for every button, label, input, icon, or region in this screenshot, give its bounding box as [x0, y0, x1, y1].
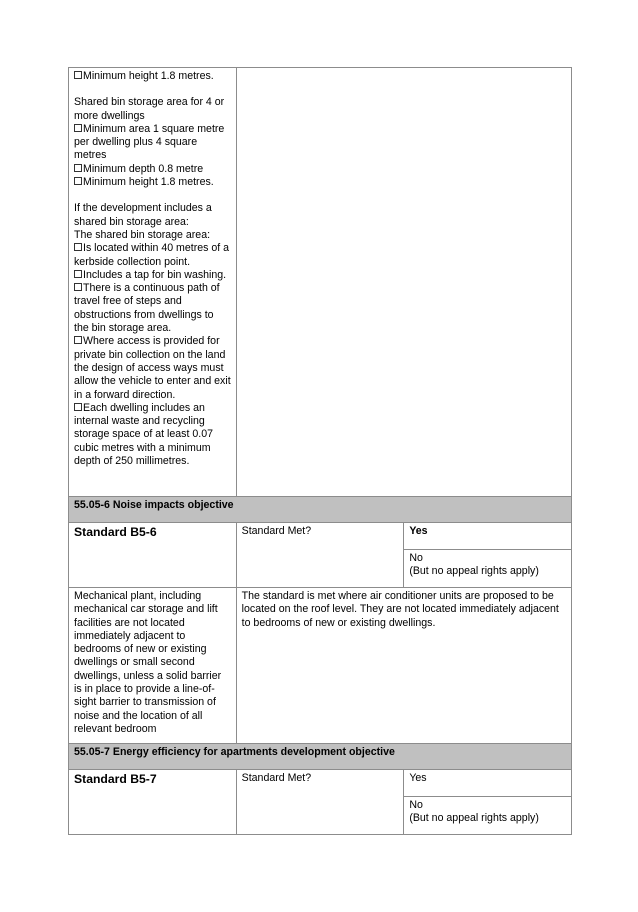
section-header-row — [69, 744, 572, 770]
requirement-item: Minimum depth 0.8 metre — [74, 163, 231, 176]
assessment-table-page — [68, 67, 572, 835]
option-yes[interactable]: Yes — [404, 523, 572, 550]
option-no-note: (But no appeal rights apply) — [409, 565, 539, 578]
requirement-item: Minimum height 1.8 metres. — [74, 176, 231, 189]
checkbox-icon[interactable] — [74, 243, 82, 251]
standard-row — [69, 523, 572, 550]
checkbox-icon[interactable] — [74, 71, 82, 79]
standard-title: Standard B5-7 — [69, 770, 237, 835]
option-no[interactable] — [404, 797, 572, 835]
option-no-note: (But no appeal rights apply) — [409, 812, 539, 825]
option-no-label: No — [409, 799, 423, 811]
checkbox-icon[interactable] — [74, 336, 82, 344]
requirement-item: Includes a tap for bin washing. — [74, 269, 231, 282]
checkbox-icon[interactable] — [74, 283, 82, 291]
standard-met-label: Standard Met? — [236, 523, 404, 588]
standard-title: Standard B5-6 — [69, 523, 237, 588]
table-row-bin-storage-continued — [69, 68, 572, 497]
if-subheading: The shared bin storage area: — [74, 228, 211, 241]
section-header-row — [69, 497, 572, 523]
checkbox-icon[interactable] — [74, 124, 82, 132]
requirement-item: Minimum height 1.8 metres. — [74, 70, 231, 83]
requirement-item: Each dwelling includes an internal waste and recycling storage space of at least 0.07 cubic metres with a minimum depth of 250 millimetres. — [74, 401, 213, 468]
checkbox-icon[interactable] — [74, 270, 82, 278]
assessment-table — [68, 67, 572, 835]
assessment-cell-empty — [236, 68, 571, 497]
shared-heading: Shared bin storage area for 4 or more dwellings — [74, 96, 225, 122]
checkbox-icon[interactable] — [74, 403, 82, 411]
section-heading: 55.05-7 Energy efficiency for apartments development objective — [69, 744, 572, 770]
requirement-text: Mechanical plant, including mechanical car storage and lift facilities are not located immediately adjacent to bedrooms of new or existing dwellings or small second dwellings, unless a solid barrier is in place to provide a line-of-sight barrier to transmission of noise and the location of all relevant bedroom — [69, 588, 237, 744]
requirement-item: There is a continuous path of travel free of steps and obstructions from dwellings to the bin storage area. — [74, 282, 220, 335]
option-yes[interactable]: Yes — [404, 770, 572, 797]
requirement-item: Where access is provided for private bin collection on the land the design of access ways must allow the vehicle to enter and exit in a forward direction. — [74, 335, 231, 401]
option-no-label: No — [409, 552, 423, 564]
checkbox-icon[interactable] — [74, 164, 82, 172]
section-heading: 55.05-6 Noise impacts objective — [69, 497, 572, 523]
requirement-item: Is located within 40 metres of a kerbside collection point. — [74, 242, 230, 268]
requirement-row — [69, 588, 572, 744]
requirement-item: Minimum area 1 square metre per dwelling plus 4 square metres — [74, 122, 225, 162]
if-heading: If the development includes a shared bin storage area: — [74, 202, 212, 228]
checkbox-icon[interactable] — [74, 177, 82, 185]
option-no[interactable] — [404, 550, 572, 588]
standard-row — [69, 770, 572, 797]
requirements-cell — [69, 68, 237, 497]
standard-met-label: Standard Met? — [236, 770, 404, 835]
assessment-text: The standard is met where air conditioner units are proposed to be located on the roof level. They are not located immediately adjacent to bedrooms of new or existing dwellings. — [236, 588, 571, 744]
